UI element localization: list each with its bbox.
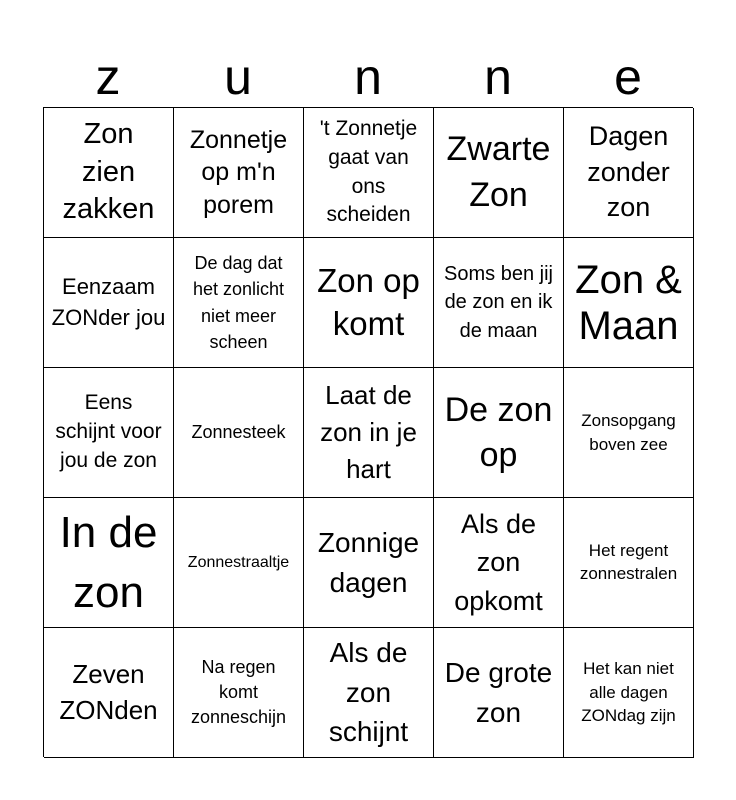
bingo-cell[interactable] <box>44 368 174 498</box>
cell-text: Na regen komt zonneschijn <box>190 656 287 728</box>
bingo-header <box>43 46 693 108</box>
bingo-cell[interactable] <box>174 108 304 238</box>
cell-text: Als de zon opkomt <box>454 509 543 616</box>
bingo-cell[interactable] <box>44 238 174 368</box>
bingo-cell[interactable] <box>44 498 174 628</box>
cell-text: Zwarte Zon <box>446 129 551 214</box>
bingo-cell[interactable] <box>174 238 304 368</box>
bingo-cell[interactable] <box>304 628 434 758</box>
bingo-cell[interactable] <box>564 368 694 498</box>
bingo-cell[interactable] <box>174 498 304 628</box>
bingo-cell[interactable] <box>174 628 304 758</box>
cell-text: Zon & Maan <box>575 257 682 348</box>
bingo-cell[interactable] <box>434 108 564 238</box>
bingo-cell[interactable] <box>174 368 304 498</box>
bingo-cell[interactable] <box>304 368 434 498</box>
cell-text: Eens schijnt voor jou de zon <box>55 391 162 472</box>
bingo-cell[interactable] <box>304 108 434 238</box>
cell-text: Soms ben jij de zon en ik de maan <box>444 262 553 342</box>
bingo-cell[interactable] <box>434 368 564 498</box>
cell-text: De grote zon <box>444 656 553 728</box>
cell-text: Zonnige dagen <box>317 527 420 598</box>
header-letter-5: e <box>614 49 642 105</box>
bingo-cell[interactable] <box>564 628 694 758</box>
cell-text: Zonnestraaltje <box>187 553 290 571</box>
cell-text: Zeven ZONden <box>59 659 158 725</box>
cell-text: De dag dat het zonlicht niet meer scheen <box>192 253 285 352</box>
bingo-cell[interactable] <box>434 628 564 758</box>
cell-text: In de zon <box>59 508 158 617</box>
cell-text: Zon op komt <box>317 261 420 342</box>
bingo-cell[interactable] <box>44 108 174 238</box>
cell-text: Eenzaam ZONder jou <box>51 273 166 330</box>
header-letter-3: n <box>354 49 382 105</box>
bingo-cell[interactable] <box>564 108 694 238</box>
cell-text: Zonnesteek <box>191 422 286 443</box>
cell-text: Zonnetje op m'n porem <box>189 125 288 219</box>
cell-text: Als de zon schijnt <box>328 636 409 748</box>
cell-text: Zonsopgang boven zee <box>581 410 676 454</box>
bingo-cell[interactable] <box>434 498 564 628</box>
bingo-cell[interactable] <box>304 238 434 368</box>
cell-text: Het kan niet alle dagen ZONdag zijn <box>581 658 676 726</box>
bingo-cell[interactable] <box>304 498 434 628</box>
cell-text: Zon zien zakken <box>62 117 155 226</box>
bingo-cell[interactable] <box>44 628 174 758</box>
cell-text: 't Zonnetje gaat van ons scheiden <box>319 116 418 227</box>
bingo-board <box>43 107 693 757</box>
bingo-cell[interactable] <box>434 238 564 368</box>
cell-text: Laat de zon in je hart <box>320 380 417 484</box>
header-letter-1: z <box>95 49 121 105</box>
bingo-cell[interactable] <box>564 498 694 628</box>
bingo-cell[interactable] <box>564 238 694 368</box>
header-letter-2: u <box>224 49 252 105</box>
cell-text: De zon op <box>444 391 553 474</box>
cell-text: Het regent zonnestralen <box>579 540 678 583</box>
header-letter-4: n <box>484 49 512 105</box>
cell-text: Dagen zonder zon <box>587 121 670 223</box>
